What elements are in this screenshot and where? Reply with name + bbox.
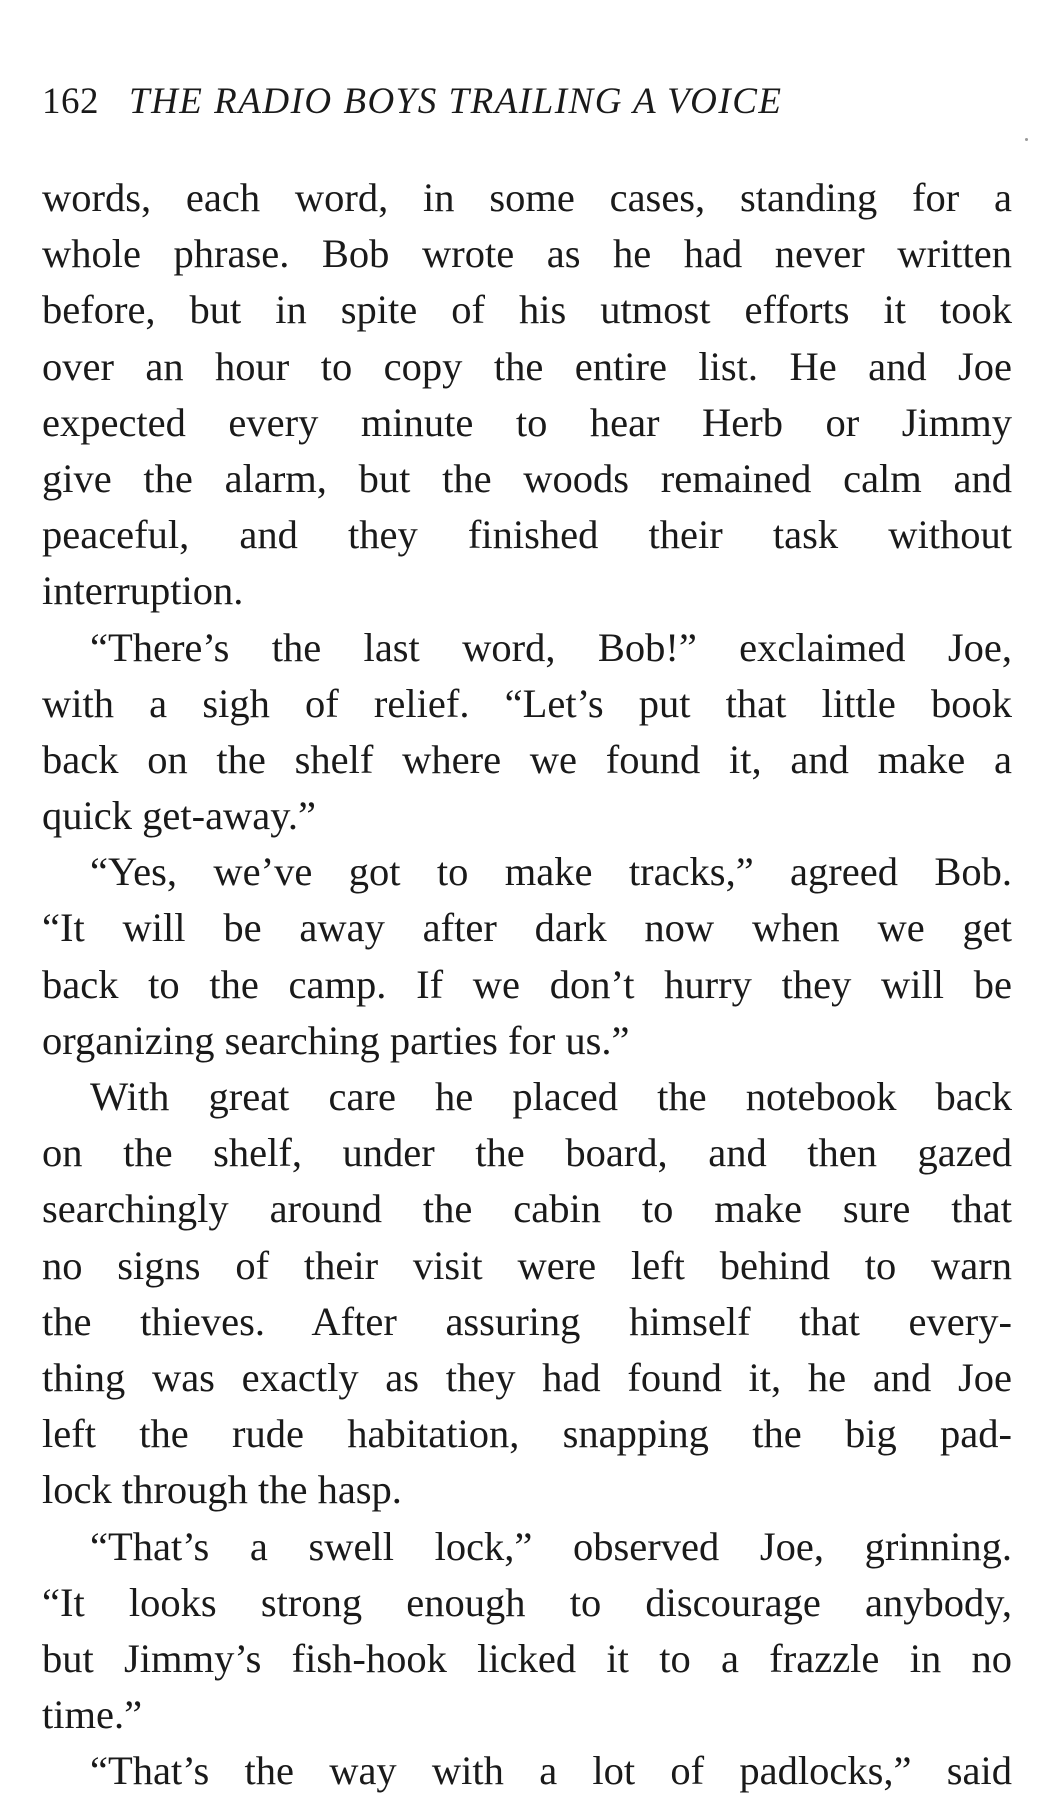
text-line: “It looks strong enough to discourage anybody, bbox=[42, 1579, 1012, 1625]
text-line: on the shelf, under the board, and then gazed bbox=[42, 1130, 1012, 1176]
text-line: quick get-away.” bbox=[42, 793, 316, 839]
text-line: thing was exactly as they had found it, he and Joe bbox=[42, 1354, 1012, 1400]
text-line: left the rude habitation, snapping the big pad- bbox=[42, 1411, 1012, 1457]
running-title: THE RADIO BOYS TRAILING A VOICE bbox=[129, 81, 783, 122]
text-line: lock through the hasp. bbox=[42, 1467, 402, 1513]
paper-speck bbox=[1025, 138, 1028, 141]
text-line: “Yes, we’ve got to make tracks,” agreed Bob. bbox=[90, 849, 1012, 895]
text-line: “That’s a swell lock,” observed Joe, grinning. bbox=[90, 1523, 1012, 1569]
text-line: time.” bbox=[42, 1692, 143, 1738]
text-line: give the alarm, but the woods remained calm and bbox=[42, 455, 1012, 501]
text-line: words, each word, in some cases, standing for a bbox=[42, 175, 1012, 220]
text-line: expected every minute to hear Herb or Jimmy bbox=[42, 399, 1012, 445]
text-line: “That’s the way with a lot of padlocks,” said bbox=[90, 1748, 1012, 1794]
page-number: 162 bbox=[42, 81, 99, 122]
text-line: “There’s the last word, Bob!” exclaimed Joe, bbox=[90, 624, 1012, 670]
text-line: searchingly around the cabin to make sure that bbox=[42, 1186, 1012, 1232]
text-line: organizing searching parties for us.” bbox=[42, 1017, 630, 1063]
text-line: whole phrase. Bob wrote as he had never written bbox=[42, 231, 1012, 277]
text-line: over an hour to copy the entire list. He and Joe bbox=[42, 343, 1012, 389]
body-text bbox=[42, 170, 1012, 1799]
running-head bbox=[42, 80, 783, 130]
text-line: back on the shelf where we found it, and make a bbox=[42, 736, 1012, 782]
text-line: the thieves. After assuring himself that every- bbox=[42, 1298, 1012, 1344]
text-line: “It will be away after dark now when we get bbox=[42, 905, 1012, 951]
text-line: With great care he placed the notebook back bbox=[90, 1074, 1012, 1119]
text-line: interruption. bbox=[42, 568, 244, 614]
text-line: with a sigh of relief. “Let’s put that little book bbox=[42, 680, 1012, 726]
text-line: back to the camp. If we don’t hurry they will be bbox=[42, 961, 1012, 1007]
text-line: peaceful, and they finished their task without bbox=[42, 512, 1012, 558]
text-line: but Jimmy’s fish-hook licked it to a frazzle in no bbox=[42, 1635, 1012, 1681]
text-line: no signs of their visit were left behind to warn bbox=[42, 1242, 1012, 1288]
text-line: before, but in spite of his utmost efforts it took bbox=[42, 287, 1012, 333]
